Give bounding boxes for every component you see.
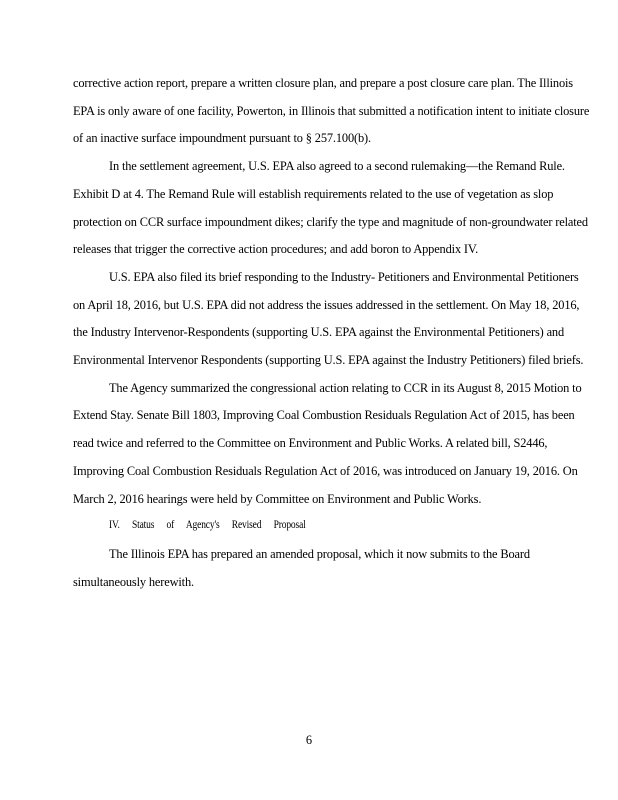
- paragraph-settlement-agreement: In the settlement agreement, U.S. EPA also agreed to a second rulemaking—the Remand Rule. Exhibit D at 4. The Remand Rule will establish requirements related to the use of vegetation as slop protection on CCR surface impoundment dikes; clarify the type and magnitude of non-groundwater related releases that trigger the corrective action procedures; and add boron to Appendix IV.: [73, 159, 588, 257]
- paragraph-continuation: corrective action report, prepare a written closure plan, and prepare a post closure care plan. The Illinois EPA is only aware of one facility, Powerton, in Illinois that submitted a notification intent to initiate closure of an inactive surface impoundment pursuant to § 257.100(b).: [73, 76, 590, 146]
- paragraph-congressional-action: The Agency summarized the congressional action relating to CCR in its August 8, 2015 Motion to Extend Stay. Senate Bill 1803, Improving Coal Combustion Residuals Regulation Act of 2015, has been read twice and referred to the Committee on Environment and Public Works. A related bill, S2446, Improving Coal Combustion Residuals Regulation Act of 2016, was introduced on January 19, 2016. On March 2, 2016 hearings were held by Committee on Environment and Public Works.: [73, 380, 582, 506]
- page-number: 6: [305, 733, 313, 747]
- section-heading: IV. Status of Agency's Revised Proposal: [109, 520, 306, 533]
- document-body: [73, 70, 593, 596]
- paragraph-amended-proposal: The Illinois EPA has prepared an amended proposal, which it now submits to the Board simultaneously herewith.: [73, 546, 530, 589]
- paragraph-epa-brief: U.S. EPA also filed its brief responding to the Industry- Petitioners and Environmental Petitioners on April 18, 2016, but U.S. EPA did not address the issues addressed in the settlement. On May 18, 2016, the Industry Intervenor-Respondents (supporting U.S. EPA against the Environmental Petitioners) and Environmental Intervenor Respondents (supporting U.S. EPA against the Industry Petitioners) filed briefs.: [73, 269, 584, 368]
